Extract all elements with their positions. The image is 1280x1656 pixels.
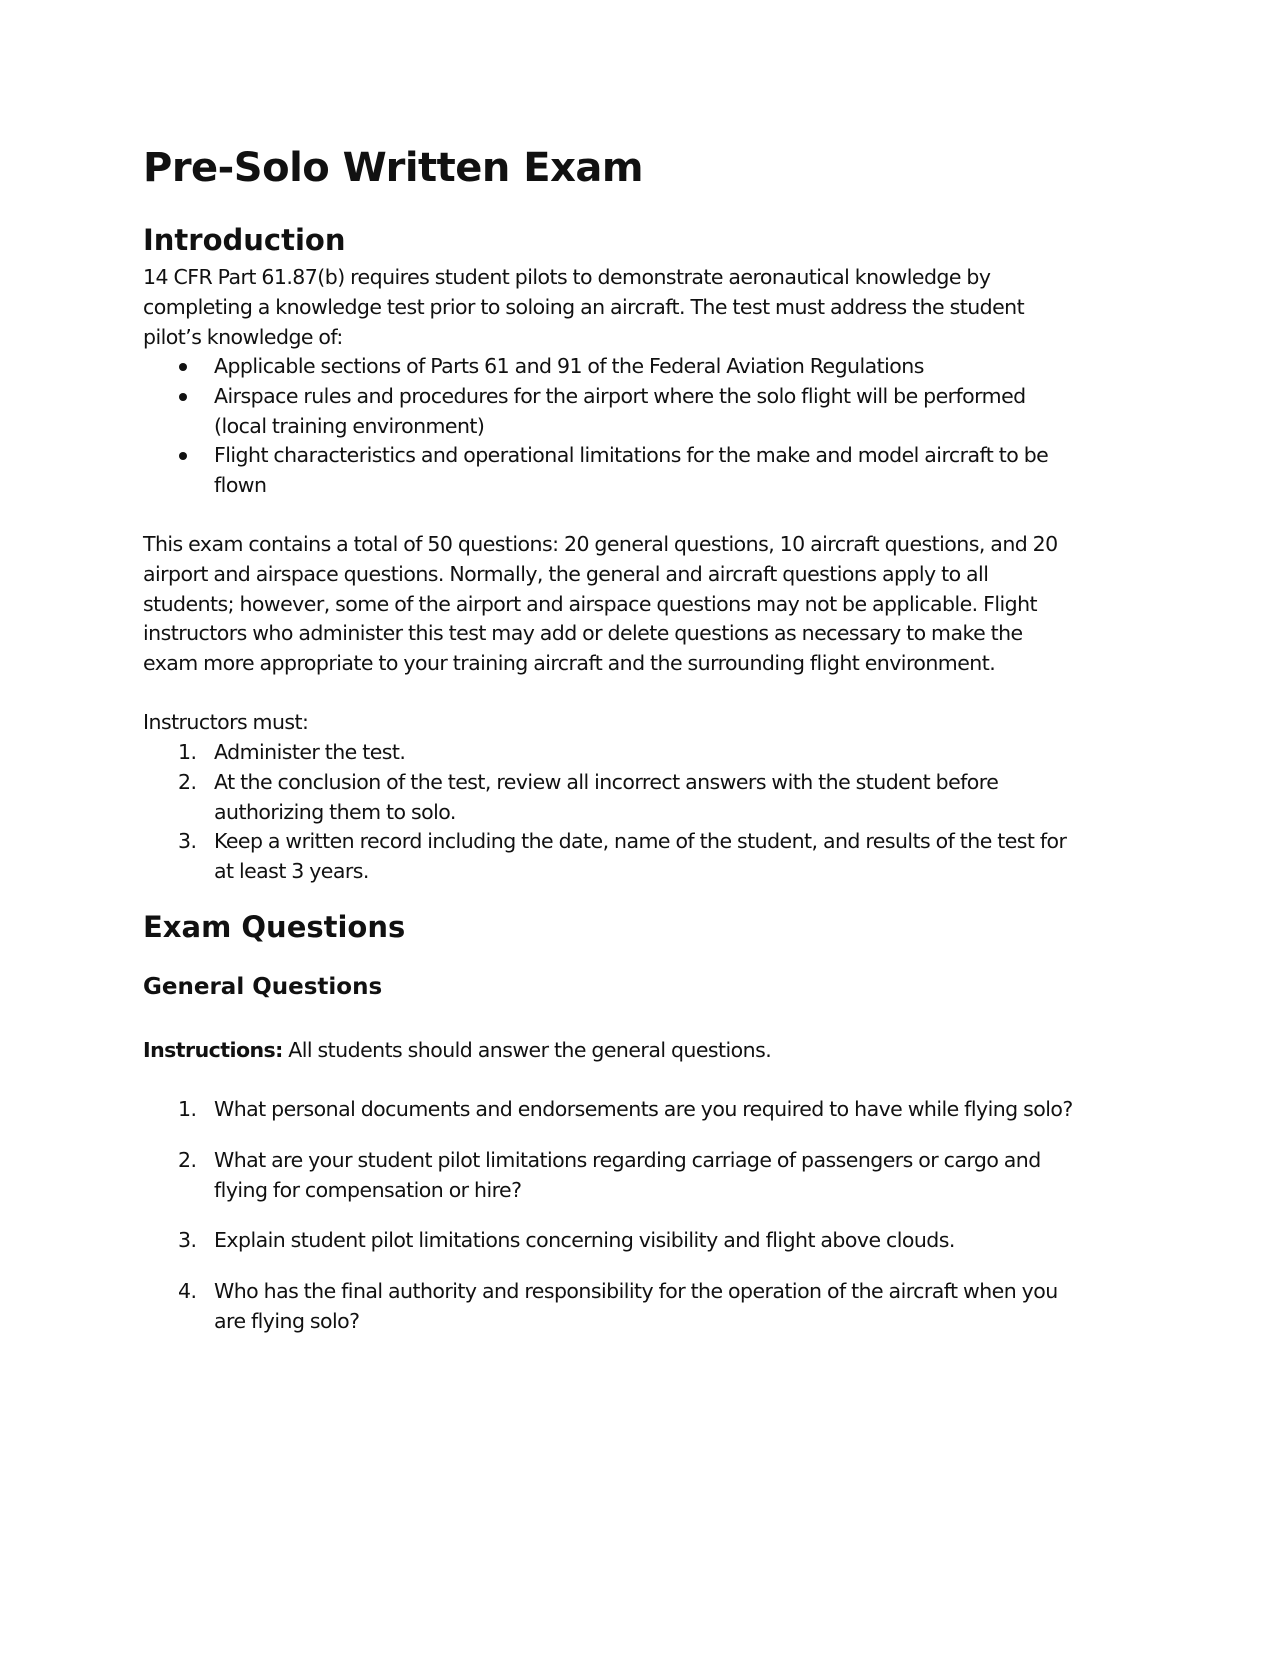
bullet-text: Airspace rules and procedures for the airport where the solo flight will be performed (local training environment) (214, 383, 1026, 438)
knowledge-bullet-list (143, 352, 1073, 501)
introduction-heading: Introduction (143, 223, 346, 257)
question-text: Explain student pilot limitations concerning visibility and flight above clouds. (214, 1228, 955, 1253)
instructor-steps-list (143, 738, 1073, 887)
step-number: 3. (178, 829, 197, 854)
question-number: 4. (178, 1279, 197, 1304)
question-item (143, 1277, 1073, 1337)
bullet-item (143, 382, 1073, 442)
general-instructions (143, 1036, 1073, 1066)
bullet-text: Flight characteristics and operational limitations for the make and model aircraft to be flown (214, 443, 1049, 498)
instructor-step (143, 827, 1073, 887)
question-number: 3. (178, 1228, 197, 1253)
question-text: What are your student pilot limitations regarding carriage of passengers or cargo and flying for compensation or hire? (214, 1147, 1041, 1202)
question-text: Who has the final authority and responsibility for the operation of the aircraft when you are flying solo? (214, 1279, 1058, 1333)
bullet-icon (179, 452, 187, 460)
question-number: 1. (178, 1097, 197, 1121)
step-number: 1. (178, 740, 197, 764)
instructions-text: All students should answer the general questions. (282, 1038, 772, 1062)
question-item (143, 1226, 1073, 1256)
general-questions-heading: General Questions (143, 974, 383, 1000)
step-text: Keep a written record including the date, name of the student, and results of the test for at least 3 years. (214, 829, 1067, 884)
exam-summary-paragraph: This exam contains a total of 50 questions: 20 general questions, 10 aircraft questions, and 20 airport and airspace questions. Normally, the general and aircraft questions apply to all students; however, some of the airport and airspace questions may not be applicable. Flight instructors who administer this test may add or delete questions as necessary to make the exam more appropriate to your training aircraft and the surrounding flight environment. (143, 532, 1058, 676)
general-questions-list (143, 1095, 1073, 1358)
instructors-label: Instructors must: (143, 710, 309, 734)
question-item (143, 1095, 1073, 1125)
bullet-icon (179, 393, 187, 401)
bullet-item (143, 352, 1073, 382)
step-text: Administer the test. (214, 740, 406, 764)
bullet-icon (179, 363, 187, 371)
instructor-step (143, 768, 1073, 828)
instructions-label: Instructions: (143, 1038, 283, 1062)
step-text: At the conclusion of the test, review all incorrect answers with the student before authorizing them to solo. (214, 769, 999, 824)
introduction-paragraph: 14 CFR Part 61.87(b) requires student pilots to demonstrate aeronautical knowledge by completing a knowledge test prior to soloing an aircraft. The test must address the student pilot’s knowledge of: (143, 265, 1025, 349)
document-title: Pre-Solo Written Exam (143, 145, 644, 191)
question-item (143, 1146, 1073, 1206)
question-number: 2. (178, 1147, 197, 1172)
step-number: 2. (178, 769, 197, 794)
bullet-item (143, 441, 1073, 501)
question-text: What personal documents and endorsements are you required to have while flying solo? (214, 1097, 1073, 1121)
instructor-step (143, 738, 1073, 768)
exam-questions-heading: Exam Questions (143, 910, 406, 944)
bullet-text: Applicable sections of Parts 61 and 91 of the Federal Aviation Regulations (214, 354, 924, 378)
